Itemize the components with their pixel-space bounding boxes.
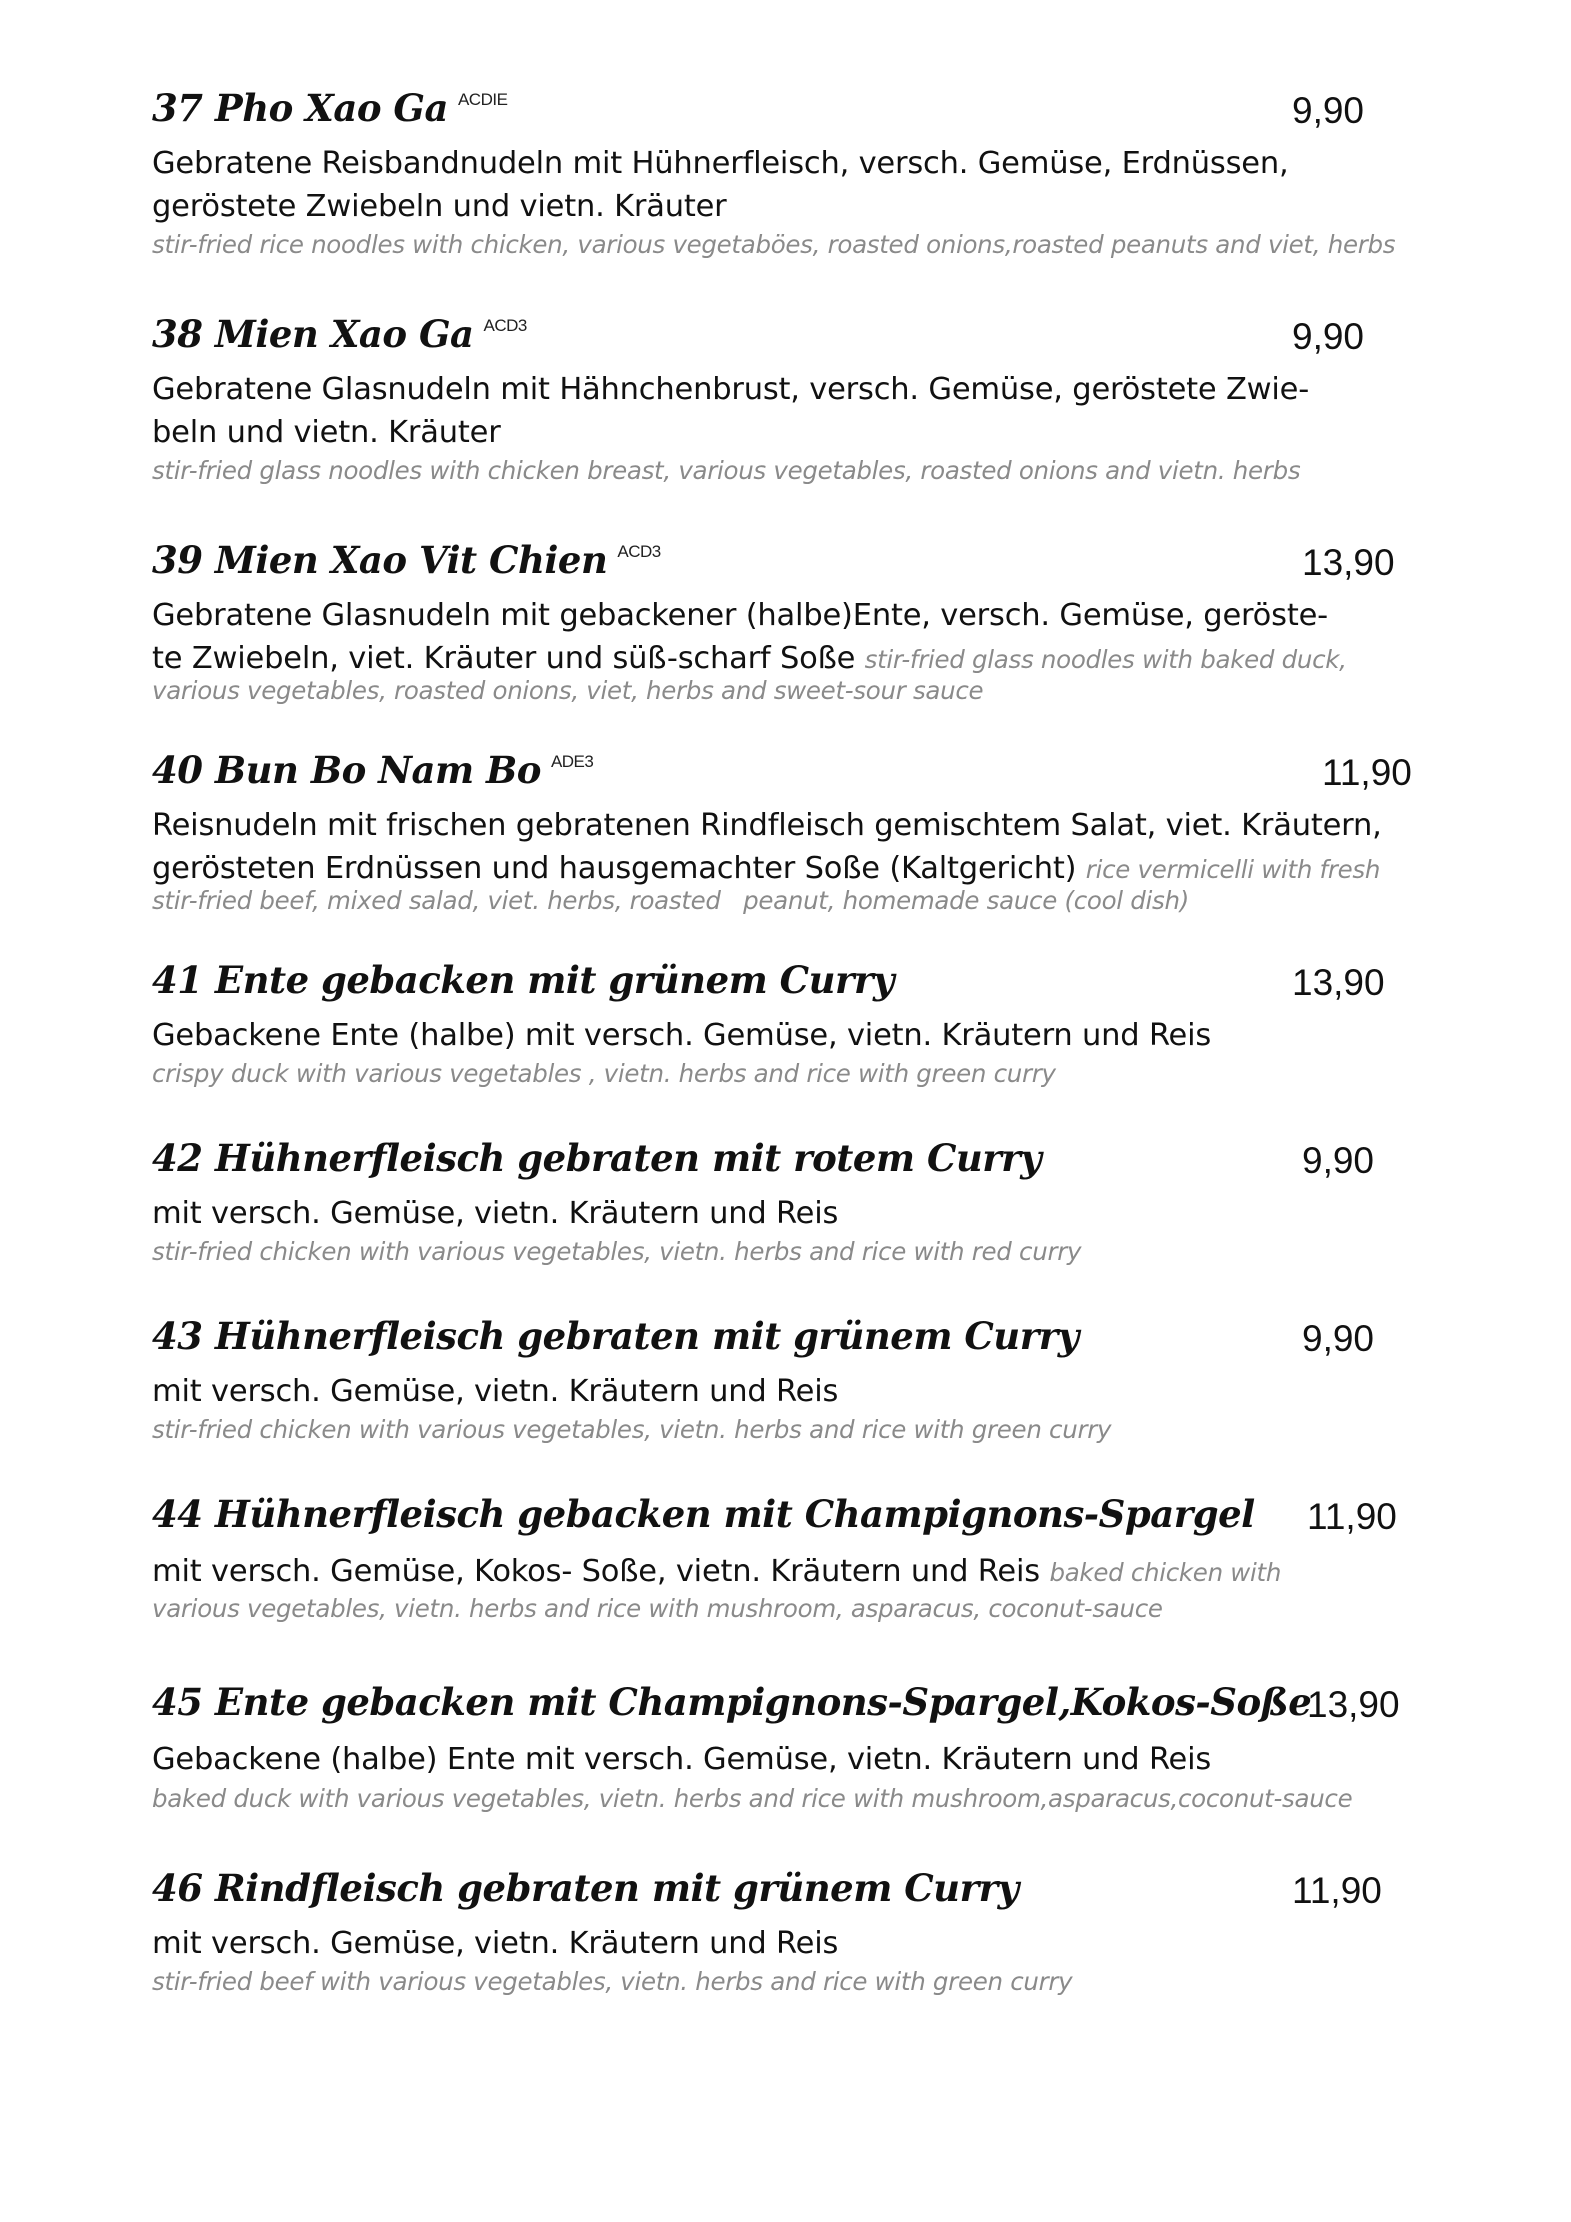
menu-item xyxy=(152,86,1452,262)
item-title-line xyxy=(152,958,1452,1014)
menu-item xyxy=(152,958,1452,1091)
item-title-line xyxy=(152,538,1452,594)
item-title-line xyxy=(152,748,1452,804)
allergen-codes: ACD3 xyxy=(617,542,661,561)
item-price: 11,90 xyxy=(1292,1870,1382,1911)
item-title: 46 Rindfleisch gebraten mit grünem Curry xyxy=(152,1866,1019,1910)
item-title: 38 Mien Xao Ga $^{ACD3}$ xyxy=(152,312,527,356)
item-description-en: stir-fried glass noodles with chicken breast, various vegetables, roasted onions and vietn. herbs xyxy=(152,456,1301,485)
item-title: 37 Pho Xao Ga $^{ACDIE}$ xyxy=(152,86,508,130)
allergen-codes: ACD3 xyxy=(483,316,527,335)
item-price: 9,90 xyxy=(1292,90,1365,131)
item-description-de: mit versch. Gemüse, vietn. Kräutern und Reis xyxy=(152,1926,839,1961)
item-description-de: Gebratene Reisbandnudeln mit Hühnerfleisch, versch. Gemüse, Erdnüssen, geröstete Zwiebeln und vietn. Kräuter xyxy=(152,146,1289,224)
menu-item xyxy=(152,1492,1452,1626)
item-description-en: stir-fried beef, mixed salad, viet. herbs, roasted peanut, homemade sauce (cool dish) xyxy=(152,886,1189,915)
item-description-de: mit versch. Gemüse, vietn. Kräutern und Reis xyxy=(152,1374,839,1409)
item-description-en: stir-fried rice noodles with chicken, various vegetaböes, roasted onions,roasted peanuts and viet, herbs xyxy=(152,230,1396,259)
item-description-en: various vegetables, vietn. herbs and rice with mushroom, asparacus, coconut-sauce xyxy=(152,1594,1163,1623)
item-price: 9,90 xyxy=(1302,1318,1375,1359)
item-price: 11,90 xyxy=(1322,752,1412,793)
menu-item xyxy=(152,748,1452,918)
item-title-line xyxy=(152,1680,1452,1736)
item-description-de: mit versch. Gemüse, vietn. Kräutern und Reis xyxy=(152,1196,839,1231)
item-price: 9,90 xyxy=(1302,1140,1375,1181)
menu-item xyxy=(152,538,1452,708)
item-description-en: stir-fried chicken with various vegetables, vietn. herbs and rice with green curry xyxy=(152,1415,1112,1444)
menu-item xyxy=(152,1866,1452,1999)
item-description-de: Gebackene Ente (halbe) mit versch. Gemüse, vietn. Kräutern und Reis xyxy=(152,1018,1212,1053)
item-title-line xyxy=(152,1136,1452,1192)
item-title: 43 Hühnerfleisch gebraten mit grünem Curry xyxy=(152,1314,1079,1358)
item-price: 13,90 xyxy=(1292,962,1385,1003)
item-title-line xyxy=(152,1492,1452,1548)
item-price: 11,90 xyxy=(1307,1496,1397,1537)
item-description-de: Gebackene (halbe) Ente mit versch. Gemüse, vietn. Kräutern und Reis xyxy=(152,1742,1212,1777)
item-title: 45 Ente gebacken mit Champignons-Spargel,Kokos-Soße xyxy=(152,1680,1312,1724)
item-price: 13,90 xyxy=(1307,1684,1400,1725)
item-description-en: stir-fried beef with various vegetables, vietn. herbs and rice with green curry xyxy=(152,1967,1073,1996)
item-description-en: stir-fried chicken with various vegetables, vietn. herbs and rice with red curry xyxy=(152,1237,1082,1266)
item-title: 39 Mien Xao Vit Chien $^{ACD3}$ xyxy=(152,538,661,582)
menu-item xyxy=(152,1136,1452,1269)
item-title-line xyxy=(152,1314,1452,1370)
item-title-line xyxy=(152,1866,1452,1922)
item-price: 13,90 xyxy=(1302,542,1395,583)
item-description-de: Gebratene Glasnudeln mit Hähnchenbrust, versch. Gemüse, geröstete Zwie- beln und vietn. Kräuter xyxy=(152,372,1310,450)
menu-item xyxy=(152,312,1452,488)
item-title: 41 Ente gebacken mit grünem Curry xyxy=(152,958,894,1002)
item-description-de: Gebratene Glasnudeln mit gebackener (halbe)Ente, versch. Gemüse, geröste- te Zwiebeln, viet. Kräuter und süß-scharf Soße stir-fried glass noodles with baked duck, xyxy=(152,598,1347,676)
allergen-codes: ADE3 xyxy=(550,752,594,771)
item-description-en: various vegetables, roasted onions, viet, herbs and sweet-sour sauce xyxy=(152,676,984,705)
allergen-codes: ACDIE xyxy=(457,90,508,109)
item-description-de: mit versch. Gemüse, Kokos- Soße, vietn. Kräutern und Reis baked chicken with xyxy=(152,1554,1282,1589)
menu-item xyxy=(152,1314,1452,1447)
item-title: 44 Hühnerfleisch gebacken mit Champignons-Spargel xyxy=(152,1492,1255,1536)
item-title: 42 Hühnerfleisch gebraten mit rotem Curry xyxy=(152,1136,1042,1180)
item-title-line xyxy=(152,86,1452,142)
item-description-en: crispy duck with various vegetables , vietn. herbs and rice with green curry xyxy=(152,1059,1056,1088)
item-price: 9,90 xyxy=(1292,316,1365,357)
item-title: 40 Bun Bo Nam Bo $^{ADE3}$ xyxy=(152,748,594,792)
menu-item xyxy=(152,1680,1452,1816)
item-description-de: Reisnudeln mit frischen gebratenen Rindfleisch gemischtem Salat, viet. Kräutern, gerösteten Erdnüssen und hausgemachter Soße (Kaltgericht) rice vermicelli with fresh xyxy=(152,808,1382,886)
item-description-en: baked duck with various vegetables, vietn. herbs and rice with mushroom,asparacus,coconut-sauce xyxy=(152,1784,1353,1813)
item-title-line xyxy=(152,312,1452,368)
